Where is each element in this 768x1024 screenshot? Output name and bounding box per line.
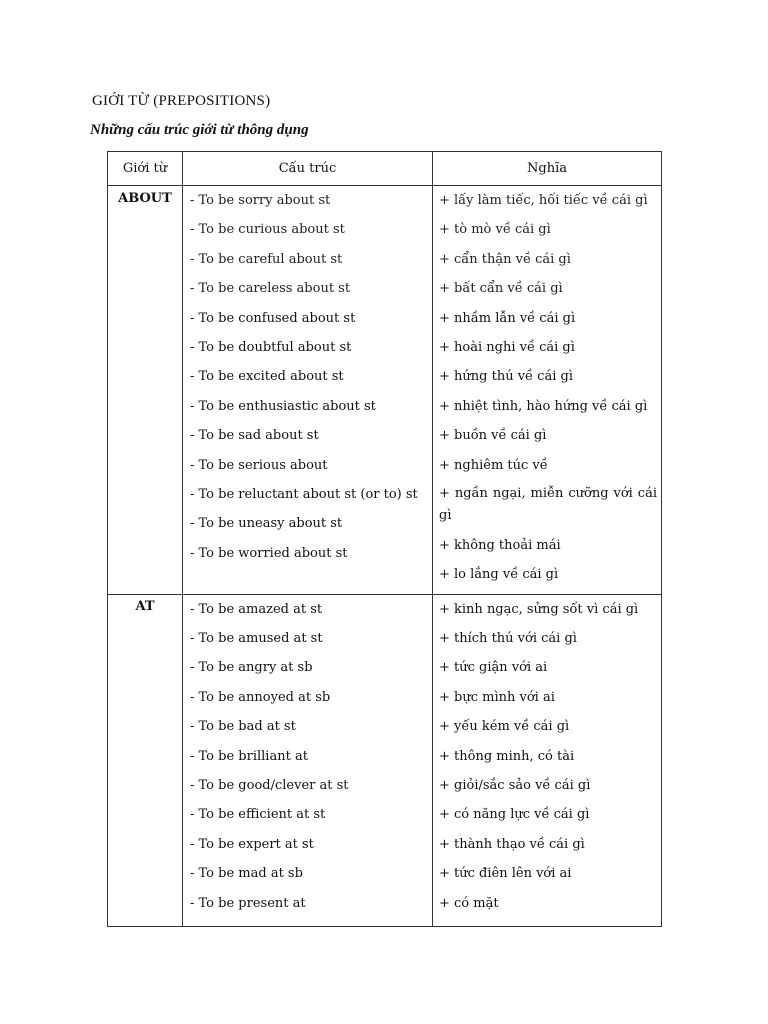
structure-item: - To be sad about st xyxy=(190,428,319,444)
table-row-about xyxy=(108,186,662,595)
page-subheading: Những cấu trúc giới từ thông dụng xyxy=(90,122,309,138)
meaning-item: + bất cẩn về cái gì xyxy=(439,281,563,297)
header-structure: Cấu trúc xyxy=(183,152,433,186)
meaning-item: + thích thú với cái gì xyxy=(439,631,577,647)
structure-item: - To be curious about st xyxy=(190,222,345,238)
structure-item: - To be present at xyxy=(190,895,306,911)
structure-item: - To be reluctant about st (or to) st xyxy=(190,486,418,502)
structure-item: - To be sorry about st xyxy=(190,193,331,208)
page-heading: GIỚI TỪ (PREPOSITIONS) xyxy=(92,93,271,109)
meaning-item: + cẩn thận về cái gì xyxy=(439,251,571,267)
meaning-item: + lo lắng về cái gì xyxy=(439,567,559,583)
meaning-item: + nhầm lẫn về cái gì xyxy=(439,310,576,326)
meaning-item: + giỏi/sắc sảo về cái gì xyxy=(439,778,591,794)
meaning-item: + hoài nghi về cái gì xyxy=(439,339,575,355)
structure-item: - To be serious about xyxy=(190,457,328,473)
table-header-row xyxy=(108,152,662,186)
structure-item: - To be enthusiastic about st xyxy=(190,398,376,414)
structure-item: - To be doubtful about st xyxy=(190,339,352,355)
meaning-item: + thành thạo về cái gì xyxy=(439,836,585,852)
meaning-cell xyxy=(433,186,662,595)
structure-item: - To be uneasy about st xyxy=(190,516,343,532)
meaning-item: + hứng thú về cái gì xyxy=(439,369,573,385)
structure-item: - To be brilliant at xyxy=(190,748,308,764)
meaning-item: + lấy làm tiếc, hối tiếc về cái gì xyxy=(439,193,648,208)
structure-item: - To be amazed at st xyxy=(190,601,323,617)
structure-item: - To be confused about st xyxy=(190,310,356,326)
meaning-item: + tức điên lên với ai xyxy=(439,866,572,882)
structure-item: - To be efficient at st xyxy=(190,807,326,823)
prep-cell: ABOUT xyxy=(108,186,183,595)
header-meaning: Nghĩa xyxy=(433,152,662,186)
meaning-item: + nghiêm túc về xyxy=(439,457,548,473)
meaning-item: + có năng lực về cái gì xyxy=(439,807,590,823)
meaning-item: + không thoải mái xyxy=(439,537,561,553)
meaning-item: + tức giận với ai xyxy=(439,660,548,676)
meaning-item: + buồn về cái gì xyxy=(439,428,547,444)
structure-item: - To be annoyed at sb xyxy=(190,689,331,705)
structure-cell xyxy=(183,594,433,926)
structure-item: - To be mad at sb xyxy=(190,866,303,882)
structure-item: - To be amused at st xyxy=(190,631,323,647)
structure-cell xyxy=(183,186,433,595)
meaning-item: + nhiệt tình, hào hứng về cái gì xyxy=(439,398,648,414)
meaning-item: + yếu kém về cái gì xyxy=(439,719,570,735)
header-preposition: Giới từ xyxy=(108,152,183,186)
meaning-item: + ngần ngại, miễn cưỡng với cái gì xyxy=(439,485,657,523)
structure-item: - To be careless about st xyxy=(190,281,351,297)
table-row-at xyxy=(108,594,662,926)
meaning-item: + tò mò về cái gì xyxy=(439,222,551,238)
structure-item: - To be excited about st xyxy=(190,369,344,385)
structure-item: - To be expert at st xyxy=(190,836,314,852)
meaning-item: + có mặt xyxy=(439,895,499,911)
meaning-item: + thông minh, có tài xyxy=(439,748,575,764)
meaning-cell xyxy=(433,594,662,926)
structure-item: - To be bad at st xyxy=(190,719,296,735)
structure-item: - To be worried about st xyxy=(190,545,348,561)
structure-item: - To be careful about st xyxy=(190,251,343,267)
structure-item: - To be angry at sb xyxy=(190,660,313,676)
prep-cell: AT xyxy=(108,594,183,926)
meaning-item: + bực mình với ai xyxy=(439,689,555,705)
meaning-item: + kinh ngạc, sửng sốt vì cái gì xyxy=(439,601,639,617)
structure-item: - To be good/clever at st xyxy=(190,778,349,794)
prepositions-table xyxy=(107,151,662,927)
